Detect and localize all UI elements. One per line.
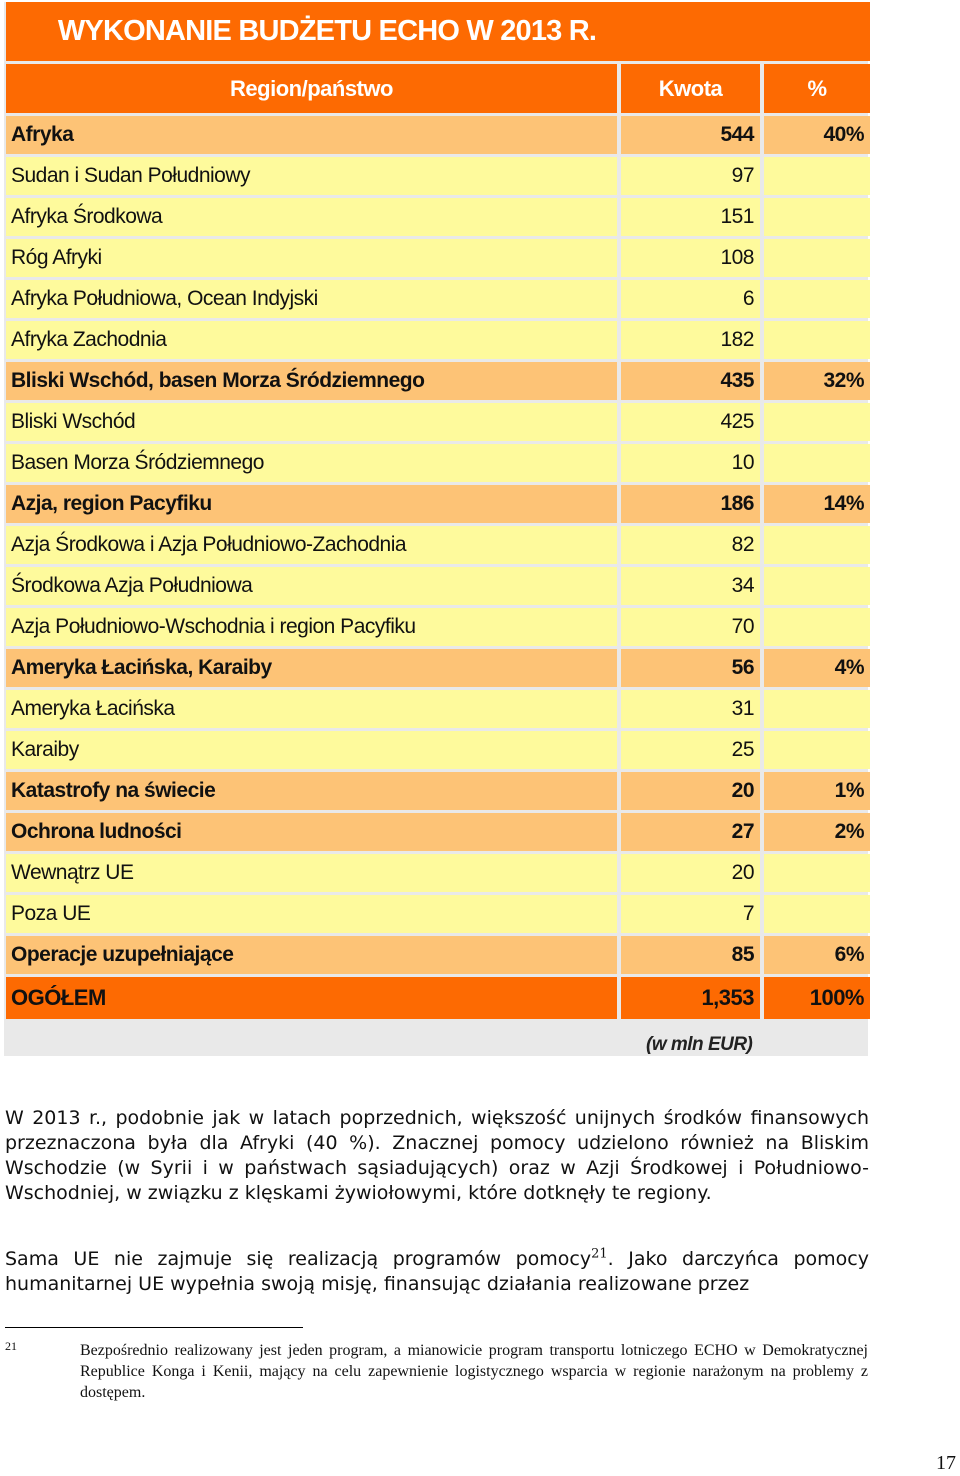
row-amount: 82 (621, 526, 760, 564)
row-region-name: OGÓŁEM (6, 977, 617, 1019)
row-region-name: Azja, region Pacyfiku (6, 485, 617, 523)
row-region-name: Afryka Południowa, Ocean Indyjski (6, 280, 617, 318)
row-region-name: Bliski Wschód, basen Morza Śródziemnego (6, 362, 617, 400)
row-amount: 182 (621, 321, 760, 359)
row-region-name: Sudan i Sudan Południowy (6, 157, 617, 195)
row-percent (764, 444, 870, 482)
page-number: 17 (936, 1452, 956, 1474)
row-region-name: Róg Afryki (6, 239, 617, 277)
row-amount: 108 (621, 239, 760, 277)
row-region-name: Afryka (6, 116, 617, 154)
row-amount: 7 (621, 895, 760, 933)
row-region-name: Azja Środkowa i Azja Południowo-Zachodnia (6, 526, 617, 564)
row-amount: 6 (621, 280, 760, 318)
row-region-name: Wewnątrz UE (6, 854, 617, 892)
row-percent: 6% (764, 936, 870, 974)
row-region-name: Karaiby (6, 731, 617, 769)
row-percent (764, 280, 870, 318)
row-percent: 32% (764, 362, 870, 400)
row-amount: 435 (621, 362, 760, 400)
row-amount: 34 (621, 567, 760, 605)
row-region-name: Ameryka Łacińska (6, 690, 617, 728)
footnote-text: Bezpośrednio realizowany jest jeden program, a mianowicie program transportu lotniczego ECHO w Demokratycznej Republice Konga i Kenii, mający na celu zapewnienie logistycznego wsparcia w regionie narażonym na problemy z dostępem. (80, 1342, 868, 1401)
row-region-name: Afryka Środkowa (6, 198, 617, 236)
footnote-separator (5, 1327, 303, 1328)
row-region-name: Basen Morza Śródziemnego (6, 444, 617, 482)
row-percent (764, 239, 870, 277)
table-title: WYKONANIE BUDŻETU ECHO W 2013 R. (6, 2, 870, 61)
row-amount: 97 (621, 157, 760, 195)
column-header-percent: % (764, 64, 870, 113)
row-region-name: Operacje uzupełniające (6, 936, 617, 974)
row-region-name: Afryka Zachodnia (6, 321, 617, 359)
row-region-name: Ochrona ludności (6, 813, 617, 851)
row-percent (764, 403, 870, 441)
row-region-name: Środkowa Azja Południowa (6, 567, 617, 605)
row-region-name: Bliski Wschód (6, 403, 617, 441)
column-header-amount: Kwota (621, 64, 760, 113)
units-note: (w mln EUR) (646, 1034, 753, 1055)
row-percent: 1% (764, 772, 870, 810)
paragraph-2-end: . Jako darczyńca pomocy humanitarnej UE wypełnia swoją misję, finansując działania realizowane przez (5, 1248, 869, 1295)
row-percent: 100% (764, 977, 870, 1019)
budget-table-grid (4, 2, 868, 1066)
row-amount: 56 (621, 649, 760, 687)
paragraph-2-start: Sama UE nie zajmuje się realizacją programów pomocy (5, 1248, 592, 1270)
budget-table (4, 2, 868, 1056)
row-percent (764, 198, 870, 236)
row-amount: 425 (621, 403, 760, 441)
row-percent: 14% (764, 485, 870, 523)
row-amount: 544 (621, 116, 760, 154)
row-amount: 10 (621, 444, 760, 482)
footnote-reference[interactable]: 21 (591, 1246, 608, 1262)
units-row (6, 1022, 870, 1066)
row-percent (764, 321, 870, 359)
row-percent: 2% (764, 813, 870, 851)
row-percent (764, 854, 870, 892)
row-amount: 1,353 (621, 977, 760, 1019)
row-amount: 186 (621, 485, 760, 523)
row-percent (764, 157, 870, 195)
paragraph-2 (5, 1247, 869, 1297)
row-region-name: Azja Południowo-Wschodnia i region Pacyfiku (6, 608, 617, 646)
row-region-name: Katastrofy na świecie (6, 772, 617, 810)
row-amount: 20 (621, 854, 760, 892)
row-amount: 151 (621, 198, 760, 236)
row-amount: 85 (621, 936, 760, 974)
column-header-region: Region/państwo (6, 64, 617, 113)
row-amount: 27 (621, 813, 760, 851)
row-amount: 70 (621, 608, 760, 646)
row-amount: 31 (621, 690, 760, 728)
row-percent (764, 895, 870, 933)
footnote-number: 21 (5, 1339, 17, 1353)
row-percent (764, 690, 870, 728)
row-amount: 20 (621, 772, 760, 810)
row-percent (764, 731, 870, 769)
paragraph-1: W 2013 r., podobnie jak w latach poprzednich, większość unijnych środków finansowych przeznaczona była dla Afryki (40 %). Znacznej pomocy udzielono również na Bliskim Wschodzie (w Syrii i w państwach sąsiadujących) oraz w Azji Środkowej i Południowo-Wschodniej, w związku z klęskami żywiołowymi, które dotknęły te regiony. (5, 1107, 869, 1204)
row-amount: 25 (621, 731, 760, 769)
row-percent (764, 608, 870, 646)
row-region-name: Ameryka Łacińska, Karaiby (6, 649, 617, 687)
row-percent: 40% (764, 116, 870, 154)
row-percent: 4% (764, 649, 870, 687)
row-region-name: Poza UE (6, 895, 617, 933)
row-percent (764, 526, 870, 564)
row-percent (764, 567, 870, 605)
